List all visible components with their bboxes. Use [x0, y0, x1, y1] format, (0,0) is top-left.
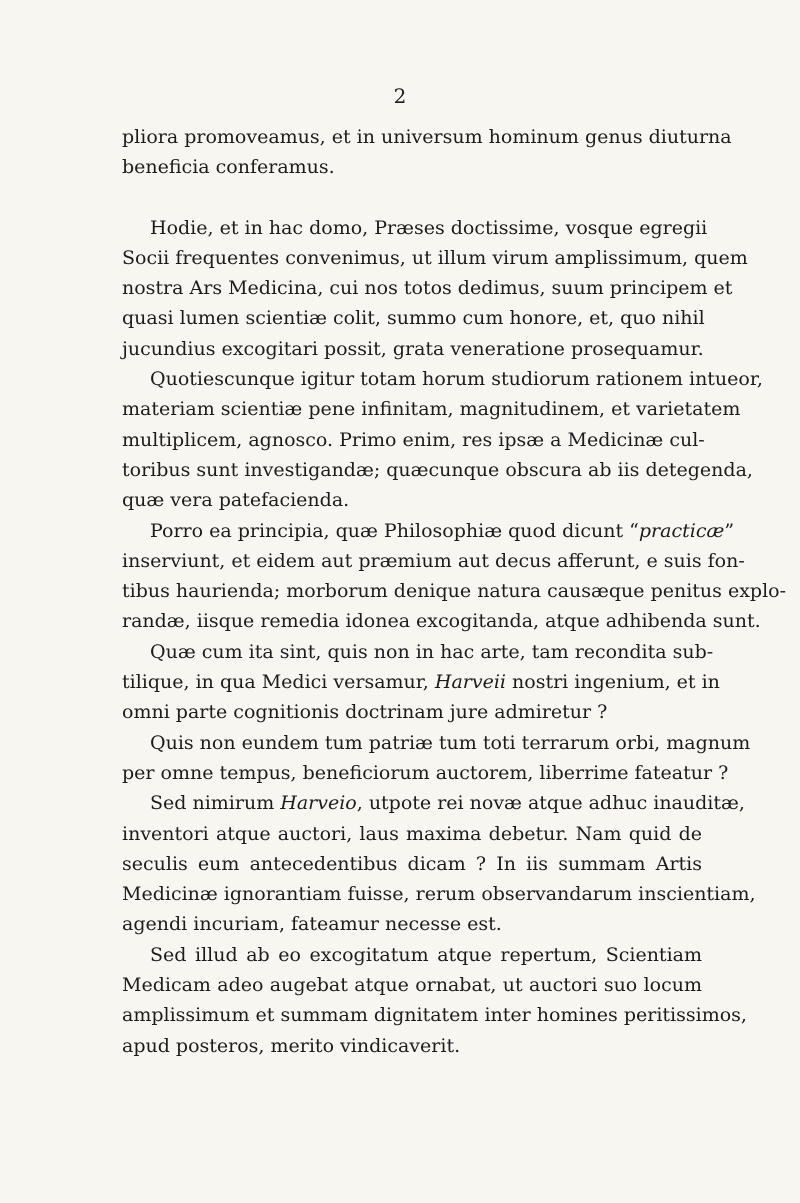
text-line: quæ vera patefacienda.	[122, 489, 350, 512]
paragraph-3	[122, 364, 763, 515]
body-text	[122, 122, 787, 1061]
text-line: Quis non eundem tum patriæ tum toti terrarum orbi, magnum	[150, 731, 751, 754]
italic-word: Harveii	[434, 671, 506, 694]
text-line: Quotiescunque igitur totam horum studiorum rationem intueor,	[150, 368, 763, 391]
text-line: pliora promoveamus, et in universum hominum genus diuturna	[122, 126, 732, 148]
text-line: randæ, iisque remedia idonea excogitanda, atque adhibenda sunt.	[122, 610, 761, 633]
text-line: apud posteros, merito vindicaverit.	[122, 1034, 461, 1057]
paragraph-6	[122, 728, 751, 789]
text-line: materiam scientiæ pene infinitam, magnitudinem, et varietatem	[122, 398, 741, 421]
text-line-with-italic: Porro ea principia, quæ Philosophiæ quod dicunt “practicæ”	[150, 519, 735, 542]
text-line: omni parte cognitionis doctrinam jure admiretur ?	[122, 701, 608, 724]
text-line: quasi lumen scientiæ colit, summo cum honore, et, quo nihil	[122, 307, 705, 330]
text-line-with-italic: tilique, in qua Medici versamur, Harveii nostri ingenium, et in	[122, 671, 720, 694]
text-line: Hodie, et in hac domo, Præses doctissime, vosque egregii	[150, 216, 708, 239]
text-line: toribus sunt investigandæ; quæcunque obscura ab iis detegenda,	[122, 458, 753, 481]
italic-word: Harveio	[280, 792, 357, 815]
italic-word: practicæ	[638, 519, 725, 542]
paragraph-2	[122, 213, 748, 364]
text-line: nostra Ars Medicina, cui nos totos dedimus, suum principem et	[122, 277, 733, 300]
paragraph-5	[122, 637, 720, 728]
paragraph-7	[122, 788, 756, 939]
text-line: tibus haurienda; morborum denique natura causæque penitus explo-	[122, 580, 787, 603]
text-line: beneficia conferamus.	[122, 156, 335, 179]
text-line: agendi incuriam, fateamur necesse est.	[122, 913, 502, 936]
text-line-with-italic: Sed nimirum Harveio, utpote rei novæ atque adhuc inauditæ,	[150, 792, 745, 815]
text-line: Socii frequentes convenimus, ut illum virum amplissimum, quem	[122, 246, 748, 269]
text-line: Sed illud ab eo excogitatum atque repertum, Scientiam	[150, 943, 702, 966]
text-line: Medicam adeo augebat atque ornabat, ut auctori suo locum	[122, 974, 702, 997]
paragraph-4	[122, 516, 787, 637]
text-line: inventori atque auctori, laus maxima debetur. Nam quid de	[122, 822, 702, 845]
paragraph-8	[122, 940, 747, 1061]
text-line: Medicinæ ignorantiam fuisse, rerum observandarum inscientiam,	[122, 883, 756, 906]
text-line: seculis eum antecedentibus dicam ? In iis summam Artis	[122, 852, 702, 875]
text-line: jucundius excogitari possit, grata veneratione prosequamur.	[122, 337, 704, 360]
text-line: multiplicem, agnosco. Primo enim, res ipsæ a Medicinæ cul-	[122, 428, 705, 451]
text-line: per omne tempus, beneficiorum auctorem, liberrime fateatur ?	[122, 761, 729, 784]
text-line: amplissimum et summam dignitatem inter homines peritissimos,	[122, 1004, 747, 1027]
page-number: 2	[393, 84, 407, 108]
paragraph-1	[122, 122, 732, 183]
text-line: inserviunt, et eidem aut præmium aut decus afferunt, e suis fon-	[122, 549, 745, 572]
text-line: Quæ cum ita sint, quis non in hac arte, tam recondita sub-	[150, 640, 714, 663]
